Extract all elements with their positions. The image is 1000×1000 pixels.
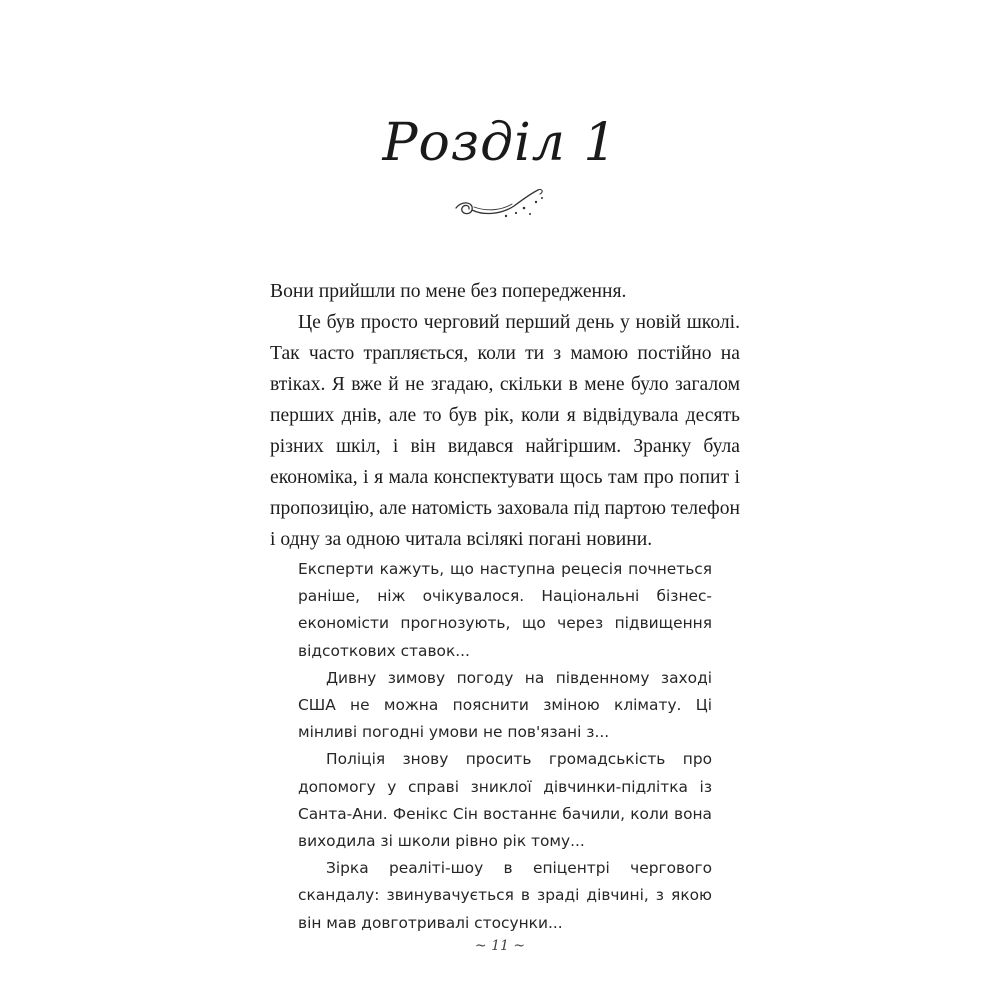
page-number: ~ 11 ~	[474, 938, 526, 954]
news-excerpts	[298, 556, 712, 937]
news-item: Зірка реаліті-шоу в епіцентрі чергового скандалу: звинувачується в зраді дівчині, з якою він мав довготривалі стосунки...	[298, 859, 712, 932]
paragraph: Вони прийшли по мене без попередження.	[270, 281, 627, 302]
flourish-icon	[452, 186, 548, 226]
main-text	[270, 276, 740, 555]
chapter-title: Розділ 1	[382, 113, 618, 173]
news-item: Дивну зимову погоду на південному заході США не можна пояснити зміною клімату. Ці мінливі погодні умови не пов'язані з...	[298, 668, 712, 742]
paragraph: Це був просто черговий перший день у новій школі. Так часто трапляється, коли ти з мамою постійно на втіках. Я вже й не згадаю, скільки в мене було загалом перших днів, але то був рік, коли я відвідувала десять різних шкіл, і він видався найгіршим. Зранку була економіка, і я мала конспектувати щось там про попит і пропозицію, але натомість заховала під партою телефон і одну за одною читала всілякі погані новини.	[270, 312, 740, 550]
news-item: Поліція знову просить громадськість про допомогу у справі зниклої дівчинки-підлітка із Санта-Ани. Фенікс Сін востаннє бачили, коли вона виходила зі школи рівно рік тому...	[298, 750, 712, 851]
news-item: Експерти кажуть, що наступна рецесія почнеться раніше, ніж очікувалося. Національні бізнес-економісти прогнозують, що через підвищення відсоткових ставок...	[298, 560, 712, 660]
